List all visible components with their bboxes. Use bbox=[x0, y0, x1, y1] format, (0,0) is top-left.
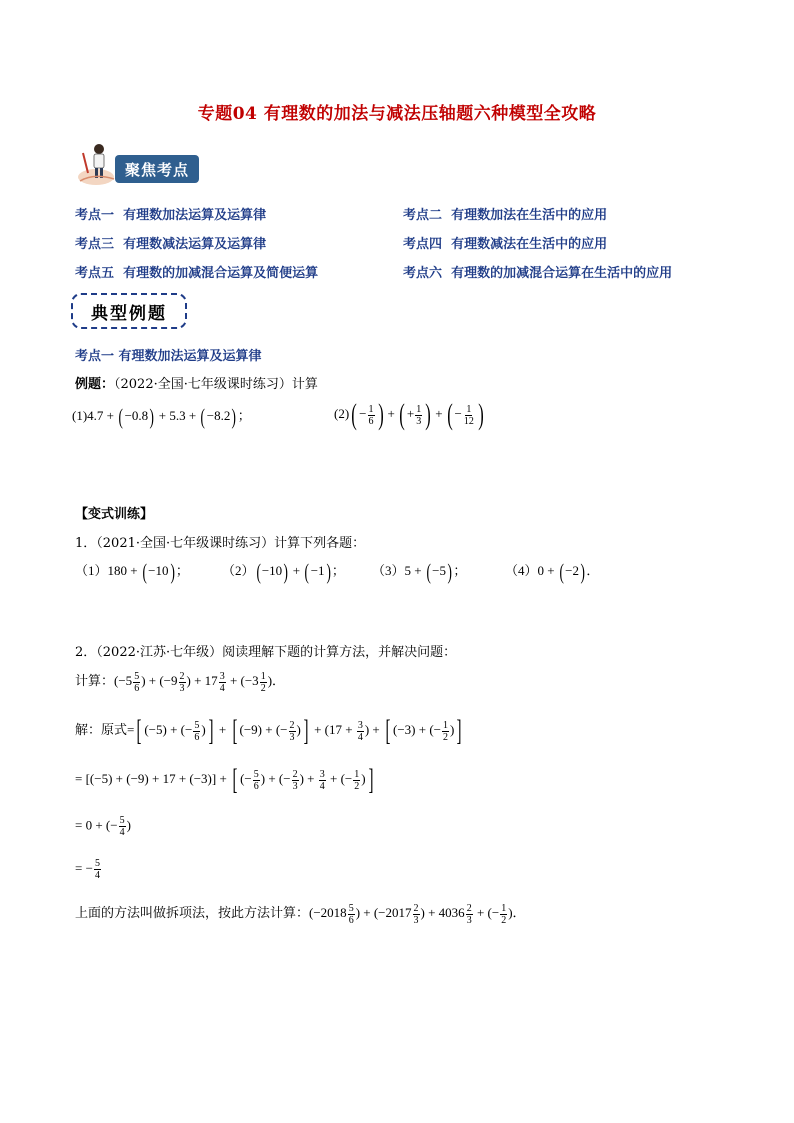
expr: + 5.3 + bbox=[155, 408, 200, 423]
variant-heading: 【变式训练】 bbox=[75, 507, 154, 522]
q2-header: 2．（2022·江苏·七年级）阅读理解下题的计算方法，并解决问题： bbox=[75, 645, 457, 660]
q2-solution-line1: 解：原式=[ (−5) + (− $\frac{5}{6}$ )] + [ (−9) + (− $\frac{2}{3}$ )] + (17 + $\frac{3}{4}$ ) + [ (−3) + (− $\frac{1}{2}$ )] bbox=[75, 714, 462, 747]
kaodian-no: 考点六 bbox=[403, 266, 443, 281]
kaodian-2[interactable] bbox=[403, 204, 607, 223]
q1-item: （2）(−10) + (−1)； bbox=[222, 559, 345, 585]
kaodian-no: 考点二 bbox=[403, 208, 443, 223]
solve-label: 解：原式= bbox=[75, 721, 135, 737]
kaodian-text: 有理数加法运算及运算律 bbox=[123, 208, 267, 223]
expr: ； bbox=[237, 408, 251, 423]
example-label: 例题： bbox=[75, 377, 115, 392]
example-part-1: (1)4.7 + (−0.8) + 5.3 + (−8.2)； bbox=[72, 404, 251, 430]
kaodian-text: 有理数减法运算及运算律 bbox=[123, 237, 267, 252]
kaodian-6[interactable] bbox=[403, 262, 672, 281]
kaodian-5[interactable] bbox=[75, 262, 318, 281]
expr: −8.2 bbox=[206, 408, 231, 423]
kaodian-no: 考点五 bbox=[75, 266, 115, 281]
q1-item: （3）5 + (−5)； bbox=[372, 559, 467, 585]
part-label: (1) bbox=[72, 408, 88, 423]
kaodian-no: 考点一 bbox=[75, 208, 115, 223]
example-part-2: (2)( − $\frac{1}{6}$ ) + ( + $\frac{1}{3}$ ) + ( − $\frac{1}{12}$ ) bbox=[334, 398, 484, 431]
calc-label: 计算： bbox=[75, 673, 115, 688]
q2-solution-line3: = 0 + (− $\frac{5}{4}$ ) bbox=[75, 815, 131, 838]
q2-solution-line4: = − $\frac{5}{4}$ bbox=[75, 858, 100, 881]
section-heading: 考点一 有理数加法运算及运算律 bbox=[75, 349, 262, 364]
expr: −0.8 bbox=[124, 408, 149, 423]
expr: 4.7 + bbox=[87, 408, 118, 423]
typical-examples-badge: 典型例题 bbox=[71, 293, 187, 329]
page-title: 专题04 有理数的加法与减法压轴题六种模型全攻略 bbox=[197, 104, 597, 124]
focus-banner: 聚焦考点 bbox=[115, 155, 199, 183]
q1-item: （4）0 + (−2)． bbox=[505, 559, 600, 585]
q2-calc: 计算：(−5 $\frac{5}{6}$ ) + (−9 $\frac{2}{3}$ ) + 17 $\frac{3}{4}$ + (−3 $\frac{1}{2}$ )． bbox=[75, 670, 286, 694]
kaodian-3[interactable] bbox=[75, 233, 266, 252]
q2-solution-line2: = [(−5) + (−9) + 17 + (−3)] + [ (− $\frac{5}{6}$ ) + (− $\frac{2}{3}$ ) + $\frac{3}{4}$ + (− $\frac{1}{2}$ )] bbox=[75, 763, 374, 796]
q2-footer: 上面的方法叫做拆项法，按此方法计算：(−2018 $\frac{5}{6}$ ) + (−2017 $\frac{2}{3}$ ) + 4036 $\frac{2}{3}$ + (− $\frac{1}{2}$ )． bbox=[75, 902, 526, 926]
q1-item: （1）180 + (−10)； bbox=[75, 559, 189, 585]
kaodian-text: 有理数的加减混合运算在生活中的应用 bbox=[451, 266, 673, 281]
kaodian-4[interactable] bbox=[403, 233, 607, 252]
kaodian-1[interactable] bbox=[75, 204, 266, 223]
example-source: （2022·全国·七年级课时练习）计算 bbox=[114, 377, 318, 392]
q1-header: 1．（2021·全国·七年级课时练习）计算下列各题： bbox=[75, 536, 366, 551]
kaodian-text: 有理数加法在生活中的应用 bbox=[451, 208, 608, 223]
part-label: (2) bbox=[334, 405, 350, 421]
kaodian-text: 有理数减法在生活中的应用 bbox=[451, 237, 608, 252]
footer-text: 上面的方法叫做拆项法，按此方法计算： bbox=[75, 905, 310, 920]
kaodian-no: 考点四 bbox=[403, 237, 443, 252]
kaodian-text: 有理数的加减混合运算及简便运算 bbox=[123, 266, 319, 281]
kaodian-no: 考点三 bbox=[75, 237, 115, 252]
example-line bbox=[75, 373, 318, 392]
